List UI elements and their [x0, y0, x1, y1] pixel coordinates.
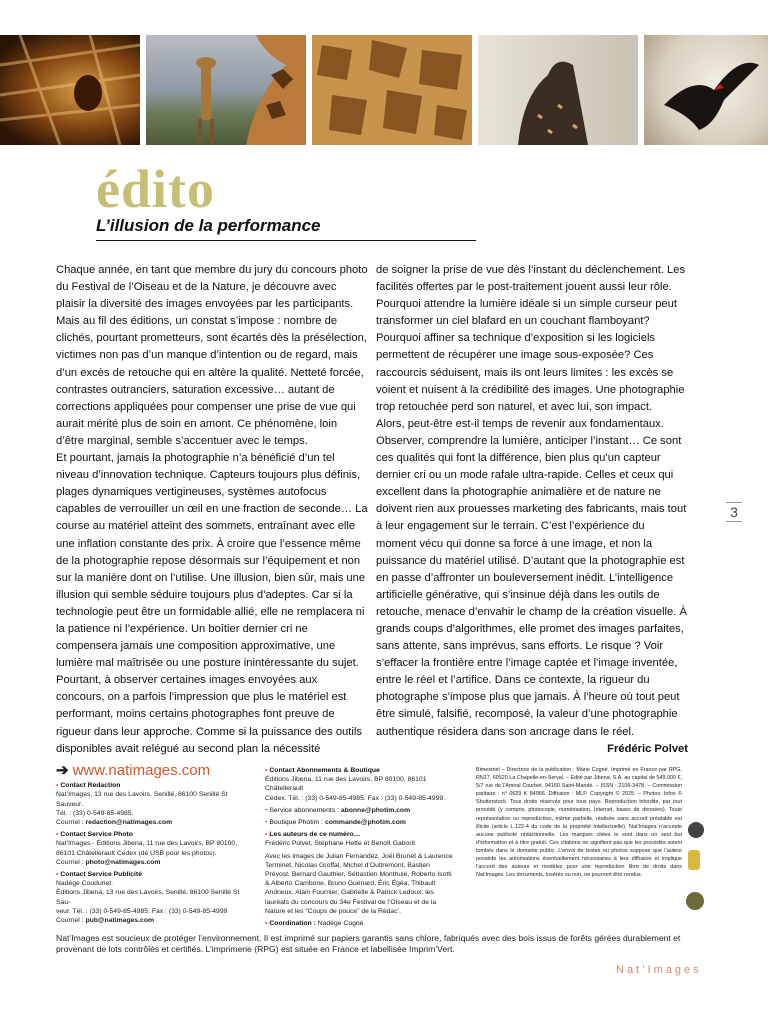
header-photo-strip: [0, 35, 768, 145]
email-link[interactable]: photo@natimages.com: [85, 858, 161, 866]
article-column-2: [376, 262, 688, 758]
subscriptions-column: [265, 766, 455, 928]
cheetah-photo: [0, 35, 140, 145]
contact-abonnements: • Contact Abonnements & Boutique Éditions Jibena, 11 rue des Lavoirs, BP 80100, 86101 Châtellerault Cedex. Tél. : (33) 0-549-85-4985. Fax : (33) 0-549-85-4999.: [265, 766, 455, 803]
arrow-icon: ➔: [56, 762, 69, 779]
editorial-subtitle: L’illusion de la performance: [96, 216, 321, 235]
authors: • Les auteurs de ce numéro… Frédéric Polvet, Stéphane Hette et Benoît Gaborit: [265, 830, 455, 848]
contact-photo: • Contact Service Photo Nat’Images - Éditions Jibena, 11 rue des Lavoirs, BP 80100, 86101 Châtellerault Cedex (dé USB pour les photos). Courriel : photo@natimages.com: [56, 830, 252, 867]
email-link[interactable]: pub@natimages.com: [85, 917, 155, 925]
edito-heading: édito: [96, 162, 215, 208]
paragraph: Chaque année, en tant que membre du jury du concours photo du Festival de l’Oiseau et de la Nature, je découvre avec plaisir la diversité des images envoyées par les participants. Mais au fil des éditions, un constat s’impose : nombre de clichés, pourtant prometteurs, sont écartés dès la présélection, victimes non pas d’un manque d’intention ou de regard, mais d’un excès de retouche qui en altère la qualité. Netteté forcée, contrastes outranciers, saturation excessive… autant de corrections appliquées pour compenser une prise de vue qui aurait mérité plus de soin en amont. Ce phénomène, loin d’être marginal, semble s’accentuer avec le temps.: [56, 264, 368, 447]
giraffe-photo: [146, 35, 306, 145]
pefc-logo-icon: [686, 892, 704, 910]
imprimvert-logo-icon: [688, 850, 700, 870]
legal-notice: Bimestriel – Directrice de la publication : Marie Cogné. Imprimé en France par RPG, RN17, 60520 La Chapelle-en-Serval. – Édité par Jibena, S.A. au capital de 549.000 €, 5/7 rue de l’Amiral Courbet, 94160 Saint-Mandé. – ISSN : 2106-3478. – Commission paritaire : n° 0629 K 84966. Diffusion : MLP. Copyright © 2025. – Photos: Infos © Shutterstock. Tous droits réservés pour tous pays. Reproduction interdite, par tout procédé (y compris, photocopie, numérisation, Internet, bases de données). Toute représentation ou reproduction, même partielle, réalisée sans accord préalable est illicite (article L.122-4 du code de la propriété intellectuelle). Nat’Images n’accepte aucune publicité rédactionnelle. Les marques citées le sont dans un seul but d’information et à titre gratuit. Ces citations ne signifient pas que les procédés soient tombés dans le domaine public. L’envoi de textes ou photos suppose que l’auteur possède les autorisations éventuellement nécessaires à leur diffusion et implique l’accord des auteurs et modèles pour une reproduction libre de droits dans Nat’Images. Les documents, insérés ou non, ne pourront être rendus.: [476, 767, 682, 879]
contact-redaction: • Contact Rédaction Nat’Images, 13 rue des Lavoirs, Senillé, 86100 Senillé St Sauveur. Tél. : (33) 0-549-85-4985. Courriel : redaction@natimages.com: [56, 781, 252, 827]
signature: Frédéric Polvet: [607, 742, 688, 755]
giraffe-closeup-photo: [312, 35, 472, 145]
paragraph: Alors, peut-être est-il temps de revenir aux fondamentaux. Observer, comprendre la lumière, anticiper l’instant… Ce sont ces qualités qui font la différence, bien plus qu’un capteur dernier cri ou un mode rafale ultra-rapide. Celles et ceux qui excellent dans la photographie animalière et de nature ne doivent rien aux prouesses marketing des fabricants, mais tout à leur engagement sur le terrain. C’est l’expérience du moment vécu qui donne sa force à une image, et non la puissance du matériel utilisé. D’autant que la photographie est en passe d’affronter un bouleversement inédit. L’intelligence artificielle générative, qui s’insinue déjà dans les outils de retouche, menace d’envahir le champ de la création visuelle. À grands coups d’algorithmes, elle promet des images parfaites, sans attente, sans imprévus, sans efforts. Le risque ? Voir s’effacer la frontière entre l’image captée et l’image inventée, entre le réel et l’artifice. Dans ce contexte, la rigueur du photographe s’impose plus que jamais. À l’heure où tout peut être simulé, falsifié, recomposé, la valeur d’une photographie authentique résidera dans son ancrage dans le réel.: [376, 417, 687, 738]
environment-footer: Nat’Images est soucieux de protéger l’environnement. Il est imprimé sur papiers garantis sans chlore, fabriqués avec des bois issus de forêts gérées durablement et provenant de lots contrôlés et certifiés. L’imprimerie (RPG) est située en France et labellisée Imprim’Vert.: [56, 933, 681, 954]
brand-logo: Nat’Images: [616, 964, 702, 976]
email-link[interactable]: abonne@photim.com: [340, 806, 411, 814]
article-column-1: [56, 262, 368, 758]
email-link[interactable]: commande@photim.com: [324, 819, 406, 827]
contacts-column: [56, 762, 252, 928]
bird-photo: [644, 35, 768, 145]
image-credits: Avec les images de Julian Fernandez, Joël Brunet & Laurence Terminet, Nicolas Groffal, Michel d’Oultremont, Bastien Prévost, Bernard Gauthier, Sébastien Monthulé, Roberto Isotti & Alberto Cambone, Bruno Guénard, Éric Égéa, Thibault Andrieux, Alain Fournier, Gabrielle & Patrick Ledoux, les lauréats du concours du 34e Festival de l’Oiseau et de la Nature et les “Coups de pouce” de la Rédac’.: [265, 852, 453, 915]
paragraph: Et pourtant, jamais la photographie n’a bénéficié d’un tel niveau d’innovation technique. Capteurs toujours plus définis, plages dynamiques vertigineuses, systèmes autofocus capables de verrouiller un œil en une fraction de seconde… La course au matériel atteint des sommets, entraînant avec elle une inflation constante des prix. À croire que l’essence même de la photographie repose désormais sur l’équipement et non sur la manière dont on l’utilise. Une illusion, bien sûr, mais une illusion qui semble séduire toujours plus d’adeptes. Car si la technologie peut être un formidable allié, elle ne remplacera ni la patience ni l’expérience. Un boîtier dernier cri ne compensera jamais une composition approximative, une lumière mal maîtrisée ou une posture inintéressante du sujet. Pourtant, à observer certaines images envoyées aux concours, on a parfois l’impression que plus le matériel est performant, moins certains photographes font preuve de rigueur dans leur approche. Comme si la puissance des outils disponibles avait relégué au second plan la nécessité: [56, 452, 368, 755]
leopard-photo: [478, 35, 638, 145]
email-link[interactable]: redaction@natimages.com: [85, 819, 173, 827]
website-link[interactable]: ➔ www.natimages.com: [56, 762, 211, 779]
recycle-logo-icon: [688, 822, 704, 838]
coordination: • Coordination : Nadège Cogné: [265, 919, 455, 928]
boutique: • Boutique Photim : commande@photim.com: [265, 818, 455, 827]
page-number: 3: [726, 502, 742, 522]
paragraph: de soigner la prise de vue dès l’instant du déclenchement. Les facilités offertes par le post-traitement jouent aussi leur rôle. Pourquoi attendre la lumière idéale si un simple curseur peut transformer un ciel blafard en un couchant flamboyant? Pourquoi affiner sa technique d’exposition si les logiciels permettent de récupérer une image sous-exposée? Ces raccourcis séduisent, mais ils ont leurs limites : les excès se voient et nuisent à la crédibilité des images. Une photographie trop retouchée perd son naturel, et avec lui, son impact.: [376, 264, 686, 413]
contact-pub: • Contact Service Publicité Nadège Couduriet. Éditions Jibena, 13 rue des Lavoirs, Senillé, 86100 Senillé St Sau- veur. Tél. : (33) 0-549-85-4985. Fax : (33) 0-549-85-4999 Courriel : pub@natimages.com: [56, 870, 252, 925]
service-abonnements: • Service abonnements : abonne@photim.com: [265, 806, 455, 815]
title-rule: [96, 240, 476, 241]
